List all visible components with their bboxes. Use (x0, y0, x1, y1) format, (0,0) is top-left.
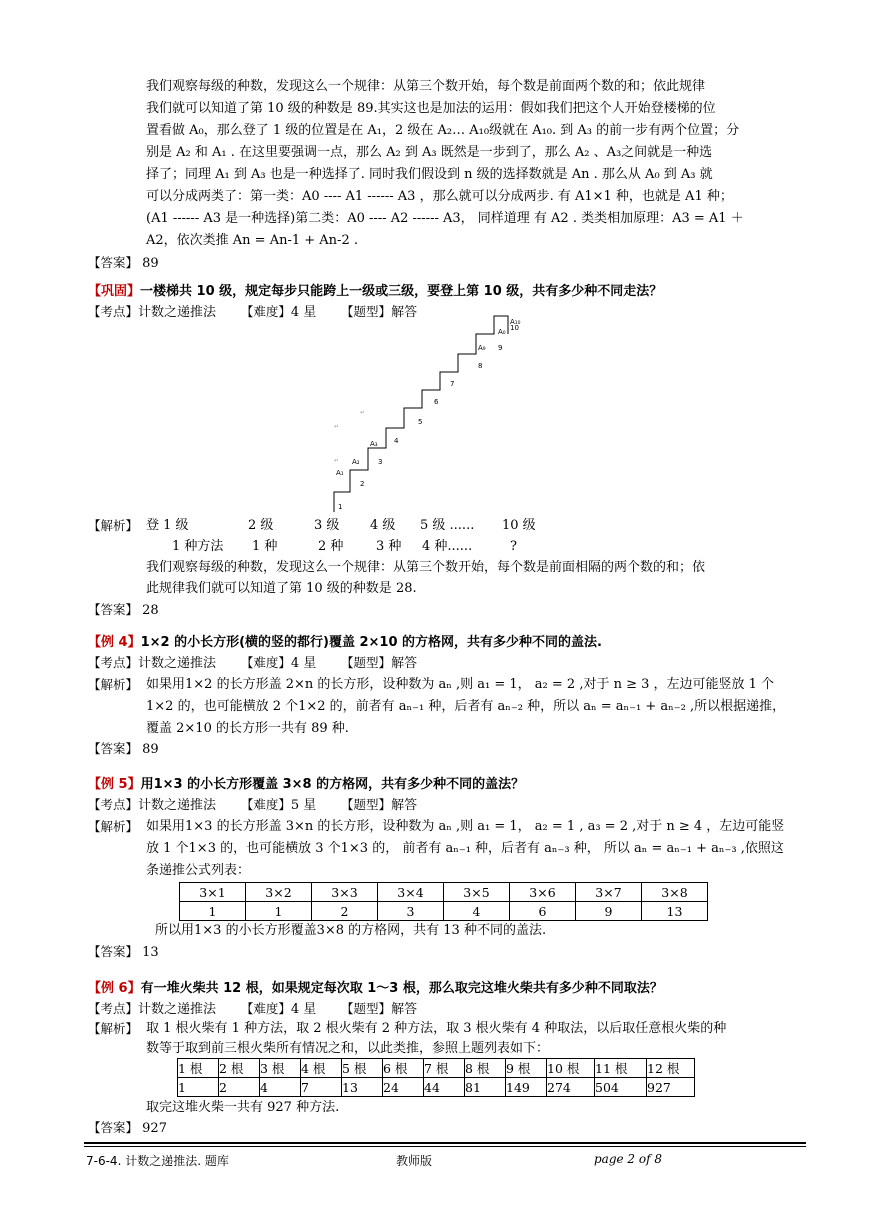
table-cell: 4 根 (301, 1059, 342, 1078)
nandu-label: 【难度】 (240, 655, 291, 670)
gonggu-question (88, 283, 662, 301)
jiexi-row1-col2: 2 级 (248, 518, 274, 533)
ex5-jiexi-line3: 条递推公式列表： (146, 863, 251, 878)
answer-value: 89 (142, 256, 159, 271)
table-cell: 149 (506, 1078, 547, 1097)
jiexi-label: 【解析】 (88, 518, 139, 533)
ex6-meta (88, 1000, 417, 1019)
jiexi-row2-col2: 1 种 (252, 539, 278, 554)
ex5-jiexi-line2: 放 1 个1×3 的，也可能横放 3 个1×3 的， 前者有 aₙ₋₁ 种，后者有 aₙ₋₃ 种， 所以 aₙ = aₙ₋₁ + aₙ₋₃ ,依照这 (146, 841, 784, 856)
table-cell: 3×1 (180, 883, 246, 902)
ex5-answer (88, 943, 159, 962)
ex4-question-text: 1×2 的小长方形(横的竖的都行)覆盖 2×10 的方格网，共有多少种不同的盖法. (140, 635, 602, 650)
answer-label: 【答案】 (88, 1120, 139, 1135)
tick-mark: ↵ (334, 457, 340, 464)
kaodian-value: 计数之递推法 (138, 656, 217, 671)
table-cell: 3 根 (260, 1059, 301, 1078)
answer-value: 28 (142, 603, 159, 618)
kaodian-value: 计数之递推法 (138, 798, 217, 813)
ex6-jiexi-line2: 数等于取到前三根火柴所有情况之和，以此类推，参照上题列表如下： (146, 1041, 550, 1056)
table-cell: 3×2 (246, 883, 312, 902)
table-cell: 11 根 (595, 1059, 647, 1078)
ex6-question-text: 有一堆火柴共 12 根，如果规定每次取 1～3 根，那么取完这堆火柴共有多少种不同取法？ (140, 981, 663, 996)
tixing-label: 【题型】 (341, 304, 392, 319)
tixing-label: 【题型】 (341, 1001, 392, 1016)
ex5-table (179, 882, 708, 921)
footer-left: 7-6-4. 计数之递推法. 题库 (86, 1154, 229, 1168)
table-cell: 6 根 (383, 1059, 424, 1078)
tick-mark: ↵ (334, 423, 340, 430)
ex4-question (88, 634, 602, 652)
jiexi-row2-col4: 3 种 (376, 539, 402, 554)
position-label: A₁ (336, 469, 344, 477)
tick-mark: ↵ (360, 409, 366, 416)
ex6-question (88, 980, 663, 998)
ex4-jiexi-line1: 如果用1×2 的长方形盖 2×n 的长方形，设种数为 aₙ ,则 a₁ = 1， a₂ = 2 ,对于 n ≥ 3 ，左边可能竖放 1 个 (146, 677, 775, 692)
intro-answer (88, 254, 159, 273)
footer-rule (84, 1146, 806, 1147)
step-number-label: 6 (434, 398, 439, 406)
position-label: A₁₀ (510, 318, 521, 326)
ex4-jiexi-label (88, 676, 138, 695)
table-row (178, 1059, 695, 1078)
answer-label: 【答案】 (88, 255, 139, 270)
table-cell: 2 (312, 902, 378, 921)
tixing-value: 解答 (391, 305, 418, 320)
table-cell: 3×6 (510, 883, 576, 902)
table-cell: 1 (178, 1078, 219, 1097)
step-number-label: 5 (418, 418, 423, 426)
position-label: A₉ (478, 344, 486, 352)
table-cell: 10 根 (547, 1059, 595, 1078)
kaodian-value: 计数之递推法 (138, 1002, 217, 1017)
ex4-answer (88, 740, 159, 759)
step-number-label: 9 (498, 344, 503, 352)
table-cell: 274 (547, 1078, 595, 1097)
intro-line-4: 别是 A₂ 和 A₁ . 在这里要强调一点，那么 A₂ 到 A₃ 既然是一步到了，那么 A₂ 、A₃之间就是一种选 (146, 145, 713, 160)
intro-line-8: A2，依次类推 An = An-1 + An-2 . (146, 233, 358, 248)
table-cell: 3×4 (378, 883, 444, 902)
answer-label: 【答案】 (88, 741, 139, 756)
intro-line-5: 择了；同理 A₁ 到 A₃ 也是一种选择了. 同时我们假设到 n 级的选择数就是 An . 那么从 A₀ 到 A₃ 就 (146, 167, 713, 182)
table-cell: 1 (180, 902, 246, 921)
intro-line-2: 我们就可以知道了第 10 级的种数是 89.其实这也是加法的运用：假如我们把这个人开始登楼梯的位 (146, 101, 716, 116)
table-cell: 7 根 (424, 1059, 465, 1078)
ex6-tag: 【例 6】 (88, 981, 141, 996)
answer-label: 【答案】 (88, 602, 139, 617)
kaodian-label: 【考点】 (88, 1001, 139, 1016)
table-cell: 2 根 (219, 1059, 260, 1078)
step-number-label: 8 (478, 362, 483, 370)
ex4-jiexi-line3: 覆盖 2×10 的长方形一共有 89 种. (146, 721, 349, 736)
footer-rule (84, 1142, 806, 1144)
step-number-label: 2 (360, 480, 365, 488)
jiexi-label: 【解析】 (88, 677, 139, 692)
intro-line-6: 可以分成两类了：第一类：A0 ---- A1 ------ A3 ，那么就可以分成两步. 有 A1×1 种，也就是 A1 种； (146, 189, 733, 204)
ex6-after: 取完这堆火柴一共有 927 种方法. (146, 1100, 340, 1115)
nandu-value: 4 星 (290, 305, 317, 320)
footer-center: 教师版 (396, 1154, 433, 1168)
table-cell: 13 (342, 1078, 383, 1097)
jiexi-row1-col1: 登 1 级 (146, 518, 189, 533)
step-number-label: 10 (510, 324, 519, 332)
nandu-label: 【难度】 (240, 1001, 291, 1016)
table-cell: 3×7 (576, 883, 642, 902)
step-number-label: 1 (338, 503, 343, 511)
table-cell: 1 根 (178, 1059, 219, 1078)
ex4-jiexi-line2: 1×2 的，也可能横放 2 个1×2 的，前者有 aₙ₋₁ 种，后者有 aₙ₋₂ 种，所以 aₙ = aₙ₋₁ + aₙ₋₂ ,所以根据递推， (146, 699, 786, 714)
ex6-table (177, 1058, 695, 1097)
table-cell: 3×3 (312, 883, 378, 902)
gonggu-jiexi-line3: 我们观察每级的种数，发现这么一个规律：从第三个数开始，每个数是前面相隔的两个数的和；依 (146, 560, 706, 575)
nandu-label: 【难度】 (240, 304, 291, 319)
tixing-label: 【题型】 (341, 797, 392, 812)
kaodian-label: 【考点】 (88, 797, 139, 812)
nandu-value: 5 星 (290, 798, 317, 813)
tixing-label: 【题型】 (341, 655, 392, 670)
jiexi-row1-col6: 10 级 (502, 518, 536, 533)
table-cell: 504 (595, 1078, 647, 1097)
table-cell: 8 根 (465, 1059, 506, 1078)
gonggu-question-text: 一楼梯共 10 级，规定每步只能跨上一级或三级，要登上第 10 级，共有多少种不同走法？ (140, 284, 663, 299)
table-cell: 1 (246, 902, 312, 921)
table-cell: 7 (301, 1078, 342, 1097)
table-cell: 6 (510, 902, 576, 921)
jiexi-row2-col1: 1 种方法 (172, 539, 224, 554)
jiexi-label: 【解析】 (88, 819, 139, 834)
kaodian-label: 【考点】 (88, 304, 139, 319)
table-cell: 3×8 (642, 883, 708, 902)
table-cell: 3 (378, 902, 444, 921)
table-cell: 9 (576, 902, 642, 921)
ex6-jiexi-label (88, 1020, 138, 1039)
table-cell: 2 (219, 1078, 260, 1097)
nandu-label: 【难度】 (240, 797, 291, 812)
table-cell: 12 根 (647, 1059, 695, 1078)
jiexi-row1-col4: 4 级 (370, 518, 396, 533)
table-cell: 81 (465, 1078, 506, 1097)
ex5-jiexi-line1: 如果用1×3 的长方形盖 3×n 的长方形，设种数为 aₙ ,则 a₁ = 1， a₂ = 1 , a₃ = 2 ,对于 n ≥ 4 ，左边可能竖 (146, 819, 785, 834)
intro-line-7: (A1 ------ A3 是一种选择)第二类：A0 ---- A2 ------ A3， 同样道理 有 A2 . 类类相加原理：A3 = A1 ＋ (146, 211, 744, 226)
jiexi-label: 【解析】 (88, 1021, 139, 1036)
gonggu-jiexi-row1 (88, 517, 138, 536)
ex5-meta (88, 796, 417, 815)
ex5-question-text: 用1×3 的小长方形覆盖 3×8 的方格网，共有多少种不同的盖法？ (140, 777, 525, 792)
table-cell: 9 根 (506, 1059, 547, 1078)
table-cell: 927 (647, 1078, 695, 1097)
step-number-label: 7 (450, 380, 455, 388)
table-cell: 13 (642, 902, 708, 921)
intro-line-3: 置看做 A₀，那么登了 1 级的位置是在 A₁，2 级在 A₂… A₁₀级就在 A₁₀. 到 A₃ 的前一步有两个位置；分 (146, 123, 740, 138)
position-label: A₃ (370, 440, 378, 448)
step-number-label: 4 (394, 437, 399, 445)
nandu-value: 4 星 (290, 1002, 317, 1017)
table-cell: 4 (444, 902, 510, 921)
table-cell: 4 (260, 1078, 301, 1097)
jiexi-row1-col5: 5 级 ...... (420, 518, 475, 533)
table-row (180, 902, 708, 921)
jiexi-row1-col3: 3 级 (314, 518, 340, 533)
table-cell: 5 根 (342, 1059, 383, 1078)
step-number-label: 3 (378, 458, 383, 466)
position-label: A₀ (498, 328, 506, 336)
kaodian-label: 【考点】 (88, 655, 139, 670)
ex5-jiexi-label (88, 818, 138, 837)
nandu-value: 4 星 (290, 656, 317, 671)
jiexi-row2-col3: 2 种 (318, 539, 344, 554)
position-label: A₂ (352, 458, 360, 466)
footer-page-number: page 2 of 8 (594, 1152, 662, 1166)
ex4-tag: 【例 4】 (88, 635, 141, 650)
staircase-diagram (330, 312, 570, 517)
answer-value: 89 (142, 742, 159, 757)
table-cell: 24 (383, 1078, 424, 1097)
gonggu-jiexi-line4: 此规律我们就可以知道了第 10 级的种数是 28. (146, 581, 417, 596)
jiexi-row2-col5: 4 种...... (422, 539, 473, 554)
ex6-jiexi-line1: 取 1 根火柴有 1 种方法，取 2 根火柴有 2 种方法，取 3 根火柴有 4 种取法，以后取任意根火柴的种 (146, 1021, 727, 1036)
gonggu-tag: 【巩固】 (88, 284, 141, 299)
jiexi-row2-col6: ? (510, 539, 517, 554)
answer-value: 13 (142, 945, 159, 960)
ex5-after: 所以用1×3 的小长方形覆盖3×8 的方格网，共有 13 种不同的盖法. (155, 923, 547, 938)
table-row (178, 1078, 695, 1097)
answer-value: 927 (142, 1121, 167, 1136)
tixing-value: 解答 (391, 798, 418, 813)
ex4-meta (88, 654, 417, 673)
kaodian-value: 计数之递推法 (138, 305, 217, 320)
ex5-question (88, 776, 524, 794)
intro-line-1: 我们观察每级的种数，发现这么一个规律：从第三个数开始，每个数是前面两个数的和；依此规律 (146, 79, 706, 94)
ex5-tag: 【例 5】 (88, 777, 141, 792)
ex6-answer (88, 1119, 167, 1138)
tixing-value: 解答 (391, 656, 418, 671)
tixing-value: 解答 (391, 1002, 418, 1017)
table-cell: 44 (424, 1078, 465, 1097)
answer-label: 【答案】 (88, 944, 139, 959)
table-row (180, 883, 708, 902)
table-cell: 3×5 (444, 883, 510, 902)
gonggu-answer (88, 601, 159, 620)
